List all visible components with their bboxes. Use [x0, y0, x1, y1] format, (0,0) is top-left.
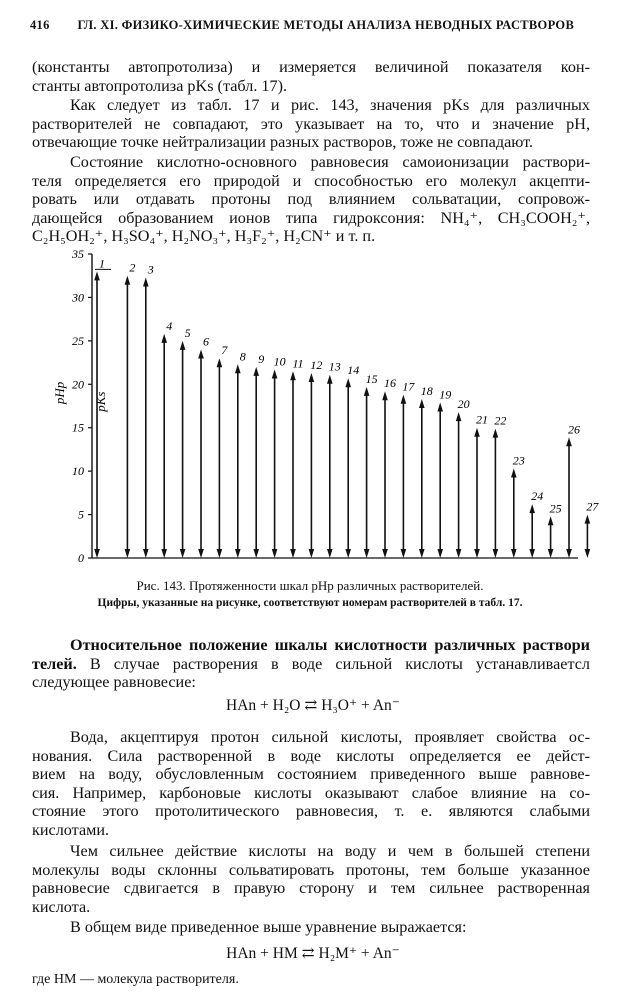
bar-25-arrow-top — [548, 516, 554, 525]
bar-2-arrow-top — [125, 276, 131, 285]
text-line: теля определяется его природой и способностью его молекул акцепти- — [32, 171, 590, 190]
text-line: дающейся образованием ионов типа гидроксония: NH₄⁺, CH₃COOH₂⁺, — [32, 208, 590, 227]
bar-17-arrow-bottom — [401, 549, 407, 558]
bar-5-arrow-bottom — [180, 549, 186, 558]
figure-caption-note: Цифры, указанные на рисунке, соответствуют номерам растворителей в табл. 17. — [97, 597, 523, 609]
bar-4-arrow-bottom — [161, 549, 167, 558]
bar-15-arrow-bottom — [364, 549, 370, 558]
bar-3-arrow-bottom — [143, 549, 149, 558]
bar-label-21: 21 — [476, 412, 488, 427]
text-line: кислотами. — [32, 820, 110, 839]
bar-6-arrow-top — [198, 350, 204, 359]
y-tick-label: 5 — [78, 507, 84, 522]
y-tick-label: 20 — [72, 377, 84, 392]
text-line: (константы автопротолиза) и измеряется величиной показателя кон- — [32, 58, 590, 76]
bar-14-arrow-bottom — [345, 549, 351, 558]
section-heading: Относительное положение шкалы кислотности различных раствори — [70, 636, 590, 654]
bar-label-24: 24 — [531, 489, 544, 504]
bar-label-10: 10 — [273, 354, 286, 369]
bar-label-13: 13 — [328, 359, 341, 374]
bar-label-4: 4 — [166, 318, 173, 333]
section-intro — [32, 636, 590, 692]
bar-label-5: 5 — [184, 325, 191, 340]
bar-26-arrow-top — [566, 437, 572, 446]
text-line: ровать или отдавать протоны под влиянием сольватации, сопровож- — [32, 190, 590, 209]
paragraph-pks — [32, 96, 590, 152]
text-line: стояние этого протолитического равновесия, т. е. являются слабыми — [32, 802, 590, 821]
bar-label-2: 2 — [129, 260, 136, 275]
bar-4-arrow-top — [161, 334, 167, 343]
bar-label-9: 9 — [258, 351, 265, 366]
page-number: 416 — [30, 18, 50, 32]
bar-25-arrow-bottom — [548, 549, 554, 558]
bar-label-19: 19 — [439, 387, 452, 402]
paragraph-equilibrium — [32, 153, 590, 246]
text-line: Вода, акцептируя протон сильной кислоты, проявляет свойства ос- — [70, 728, 590, 746]
bar-label-1: 1 — [99, 256, 105, 271]
text-line: Состояние кислотно-основного равновесия самоионизации раствори- — [70, 153, 590, 171]
bar-label-25: 25 — [549, 501, 562, 516]
bar-18-arrow-top — [419, 399, 425, 408]
bar-label-27: 27 — [586, 499, 599, 514]
bar-label-18: 18 — [420, 384, 433, 399]
text-line: отвечающие точке нейтрализации разных растворов, тоже не совпадают. — [32, 133, 534, 152]
text-line: В общем виде приведенное выше уравнение выражается: — [70, 918, 467, 936]
bar-6-arrow-bottom — [198, 549, 204, 558]
y-tick-label: 30 — [72, 290, 84, 305]
bar-19-arrow-top — [437, 403, 443, 412]
bar-26-arrow-bottom — [566, 549, 572, 558]
bar-8-arrow-top — [235, 364, 241, 373]
section-heading-end: телей. — [32, 654, 77, 673]
bar-label-3: 3 — [147, 262, 154, 277]
text-line: нования. Сила растворенной в воде кислоты определяется ее дейст- — [32, 746, 590, 765]
text-line: сия. Например, карбоновые кислоты оказывают слабое влияние на со- — [32, 783, 590, 802]
bar-label-26: 26 — [568, 422, 580, 437]
bar-label-22: 22 — [494, 413, 507, 428]
bar-13-arrow-top — [327, 375, 333, 384]
text-line: растворителей не совпадают, это указывает на то, что и значение pH, — [32, 114, 590, 133]
y-tick-label: 25 — [72, 333, 84, 348]
bar-12-arrow-bottom — [309, 549, 315, 558]
bar-8-arrow-bottom — [235, 549, 241, 558]
bar-label-7: 7 — [221, 343, 228, 358]
bar-label-11: 11 — [292, 356, 304, 371]
bar-1-arrow-bottom — [94, 549, 100, 558]
bar-22-arrow-top — [493, 429, 499, 438]
bar-19-arrow-bottom — [437, 549, 443, 558]
bar-label-20: 20 — [457, 397, 470, 412]
bar-20-arrow-top — [456, 412, 462, 421]
paragraph-continuation — [32, 58, 590, 95]
bar-20-arrow-bottom — [456, 549, 462, 558]
bar-14-arrow-top — [345, 378, 351, 387]
text-line: C₂H₅OH₂⁺, H₃SO₄⁺, H₂NO₃⁺, H₃F₂⁺, H₂CN⁺ и т. п. — [32, 227, 376, 246]
equation-footnote: где НМ — молекула растворителя. — [32, 972, 239, 987]
bar-label-12: 12 — [310, 357, 323, 372]
bar-10-arrow-top — [272, 370, 278, 379]
bar-9-arrow-top — [253, 367, 259, 376]
y-tick-label: 15 — [72, 420, 84, 435]
bar-label-15: 15 — [365, 371, 378, 386]
paragraph-water — [32, 728, 590, 840]
bar-21-arrow-bottom — [474, 549, 480, 558]
paragraph-acid-strength — [32, 842, 590, 916]
bar-label-23: 23 — [512, 453, 525, 468]
equation-general: HAn + HM ⇄ H₂M⁺ + An⁻ — [226, 945, 400, 962]
text-line: следующее равновесие: — [32, 673, 196, 692]
bar-18-arrow-bottom — [419, 549, 425, 558]
text-line: В случае растворения в воде сильной кислоты устанавливаетсл — [76, 654, 590, 673]
bar-5-arrow-top — [180, 341, 186, 350]
bar-27-arrow-top — [585, 515, 591, 524]
bar-12-arrow-top — [309, 373, 315, 382]
bar-11-arrow-top — [290, 371, 296, 380]
bar-21-arrow-top — [474, 428, 480, 437]
text-line: Чем сильнее действие кислоты на воду и чем в большей степени — [70, 842, 590, 860]
bar-16-arrow-top — [382, 391, 388, 400]
bar-label-16: 16 — [384, 376, 396, 391]
bar-16-arrow-bottom — [382, 549, 388, 558]
text-line: Как следует из табл. 17 и рис. 143, значения pKs для различных — [70, 96, 590, 114]
bar-22-arrow-bottom — [493, 549, 499, 558]
bar-24-arrow-top — [529, 504, 535, 513]
bar-10-arrow-bottom — [272, 549, 278, 558]
text-line: молекулы воды склонны сольватировать протоны, тем больше указанное — [32, 860, 590, 879]
bar-2-arrow-bottom — [125, 549, 131, 558]
bar-13-arrow-bottom — [327, 549, 333, 558]
running-header — [30, 18, 600, 33]
bar-3-arrow-top — [143, 277, 149, 286]
bar-23-arrow-bottom — [511, 549, 517, 558]
y-axis-label-pks: pKs — [93, 391, 108, 412]
text-line: вием на воду, обусловленным состоянием приведенного выше равнове- — [32, 765, 590, 784]
y-tick-label: 10 — [72, 464, 84, 479]
paragraph-general — [32, 918, 590, 937]
figure-143-chart — [0, 240, 626, 570]
text-line: кислота. — [32, 897, 91, 916]
bar-label-6: 6 — [203, 334, 209, 349]
bar-7-arrow-top — [217, 358, 223, 367]
bar-7-arrow-bottom — [217, 549, 223, 558]
running-title: ГЛ. XI. ФИЗИКО-ХИМИЧЕСКИЕ МЕТОДЫ АНАЛИЗА НЕВОДНЫХ РАСТВОРОВ — [77, 18, 575, 32]
y-tick-label: 0 — [78, 551, 84, 565]
text-line: станты автопротолиза pKs (табл. 17). — [32, 76, 288, 95]
bar-15-arrow-top — [364, 387, 370, 396]
bar-label-17: 17 — [402, 379, 415, 394]
equation-water: HAn + H₂O ⇄ H₃O⁺ + An⁻ — [226, 697, 400, 714]
bar-1-arrow-top — [94, 271, 100, 280]
bar-label-14: 14 — [347, 363, 360, 378]
bar-17-arrow-top — [401, 395, 407, 404]
y-tick-label: 35 — [72, 247, 84, 261]
bar-11-arrow-bottom — [290, 549, 296, 558]
y-axis-label-phr: pHр — [52, 381, 67, 405]
figure-caption-title: Рис. 143. Протяженности шкал pHр различных растворителей. — [136, 578, 484, 593]
bar-23-arrow-top — [511, 469, 517, 478]
bar-24-arrow-bottom — [529, 549, 535, 558]
bar-9-arrow-bottom — [253, 549, 259, 558]
text-line: равновесие сдвигается в правую сторону и тем сильнее растворенная — [32, 879, 590, 898]
bar-label-8: 8 — [239, 349, 246, 364]
bar-27-arrow-bottom — [585, 549, 591, 558]
